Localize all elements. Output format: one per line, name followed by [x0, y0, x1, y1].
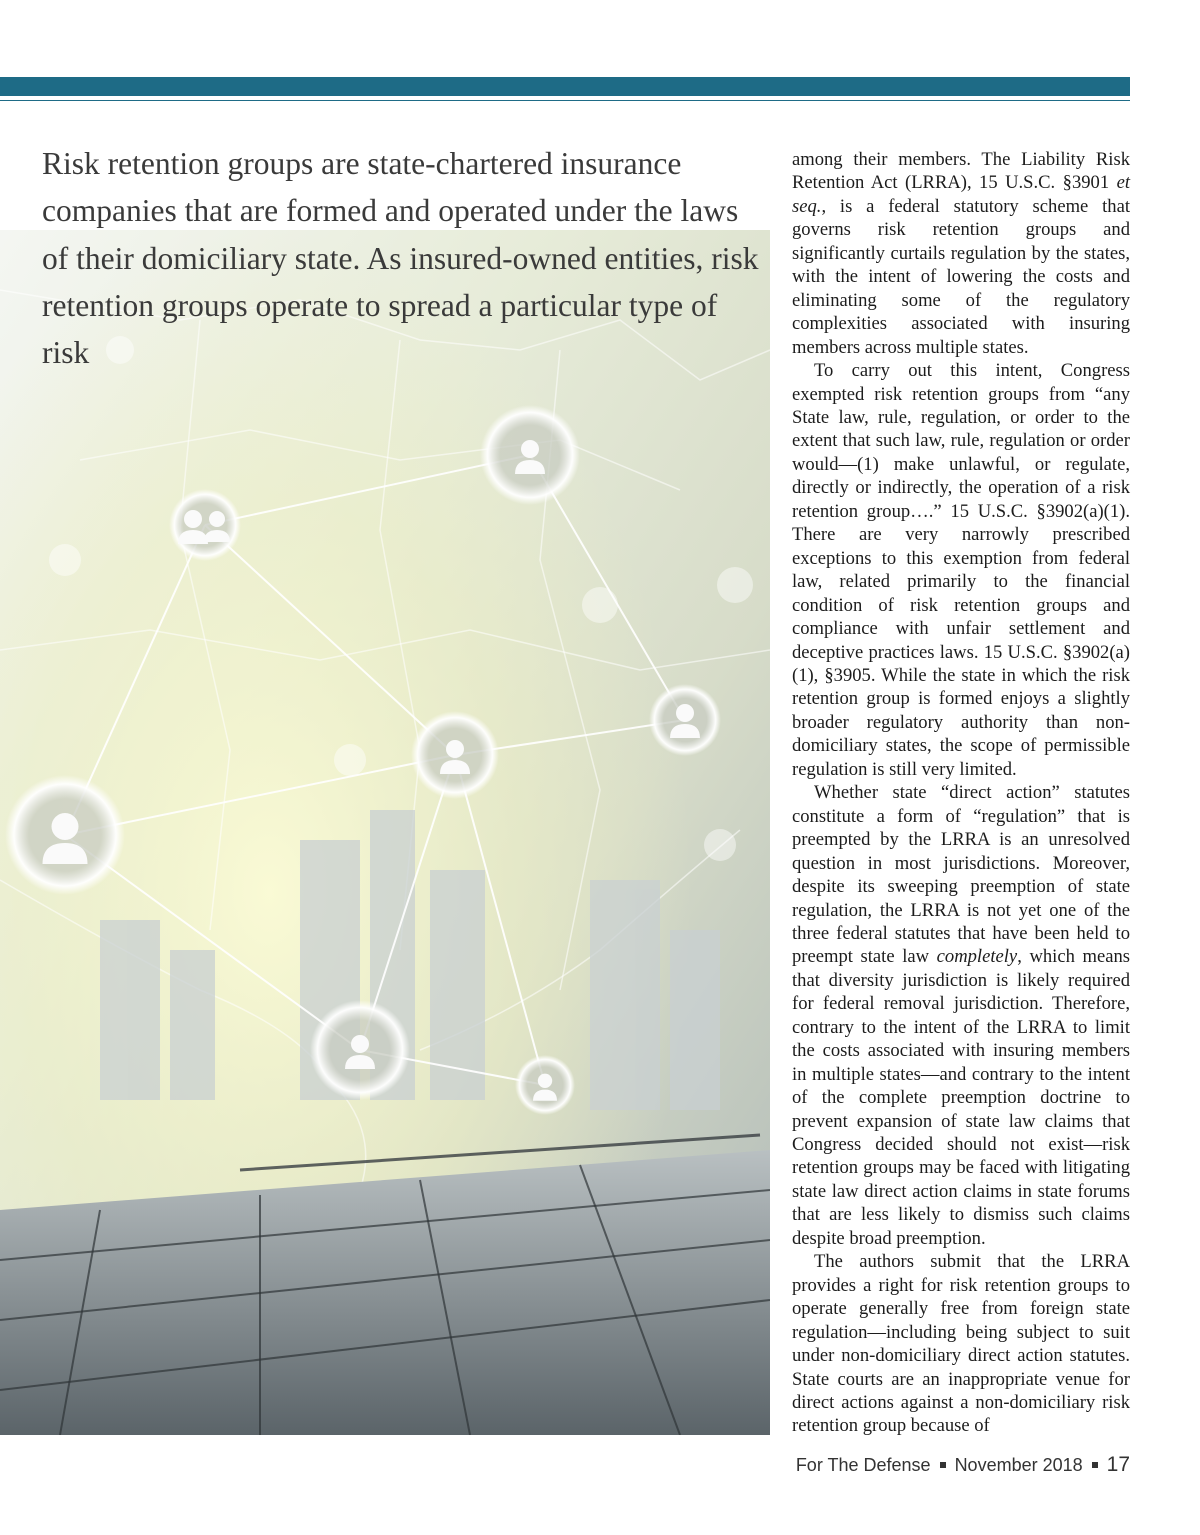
article-paragraph: Whether state “direct action” statutes constitute a form of “regulation” that is preempted by the LRRA is an unresolved question in most jurisdictions. Moreover, despite its sweeping preemption of state regulation, the LRRA is not yet one of the three federal statutes that have been held to preempt state law completely, which means that diversity jurisdiction is likely required for federal removal jurisdiction. Therefore, contrary to the intent of the LRRA to limit the costs associated with insuring members in multiple states—and contrary to the intent of the complete preemption doctrine to prevent expansion of state law claims that Congress decided should not exist—risk retention groups may be faced with litigating state law direct action claims in state forums that are less likely to dismiss such claims despite broad preemption.	[792, 782, 1130, 1249]
header-color-bar	[0, 77, 1130, 96]
article-paragraph: To carry out this intent, Congress exempted risk retention groups from “any State law, rule, regulation, or order to the extent that such law, rule, regulation or order would—(1) make unlawful, or regulate, directly or indirectly, the operation of a risk retention group….” 15 U.S.C. §3902(a)(1). There are very narrowly prescribed exceptions to this exemption from federal law, related primarily to the financial condition of risk retention groups and compliance with unfair settlement and deceptive practices laws. 15 U.S.C. §3902(a)(1), §3905. While the state in which the risk retention group is formed enjoys a slightly broader regulatory authority than non-domiciliary states, the scope of permissible regulation is still very limited.	[792, 360, 1130, 780]
person-icon	[5, 775, 125, 895]
article-paragraph: The authors submit that the LRRA provides a right for risk retention groups to operate generally free from foreign state regulation—including being subject to suit under non-domiciliary direct action statutes. State courts are an inappropriate venue for direct actions against a non-domiciliary risk retention group because of	[792, 1251, 1130, 1437]
network-map-illustration	[0, 230, 770, 1435]
header-rule	[0, 100, 1130, 101]
group-icon	[169, 489, 241, 561]
person-icon	[411, 711, 499, 799]
pull-quote: Risk retention groups are state-chartered insurance companies that are formed and operated under the laws of their domiciliary state. As insured-owned entities, risk retention groups operate to spread a particular type of risk	[42, 146, 759, 371]
person-icon	[480, 405, 580, 505]
article-body-column	[792, 148, 1130, 1438]
person-icon	[649, 684, 721, 756]
page-footer	[796, 1450, 1130, 1480]
article-paragraph: among their members. The Liability Risk Retention Act (LRRA), 15 U.S.C. §3901 et seq., is a federal statutory scheme that governs risk retention groups and significantly curtails regulation by the states, with the intent of lowering the costs and eliminating some of the regulatory complexities associated with insuring members across multiple states.	[792, 149, 1130, 358]
issue-date: November 2018	[954, 1454, 1083, 1475]
person-icon	[310, 1000, 410, 1100]
separator-square-icon	[1092, 1462, 1098, 1468]
page-number: 17	[1106, 1453, 1130, 1476]
separator-square-icon	[940, 1462, 946, 1468]
person-icon	[515, 1055, 575, 1115]
publication-name: For The Defense	[795, 1454, 931, 1475]
